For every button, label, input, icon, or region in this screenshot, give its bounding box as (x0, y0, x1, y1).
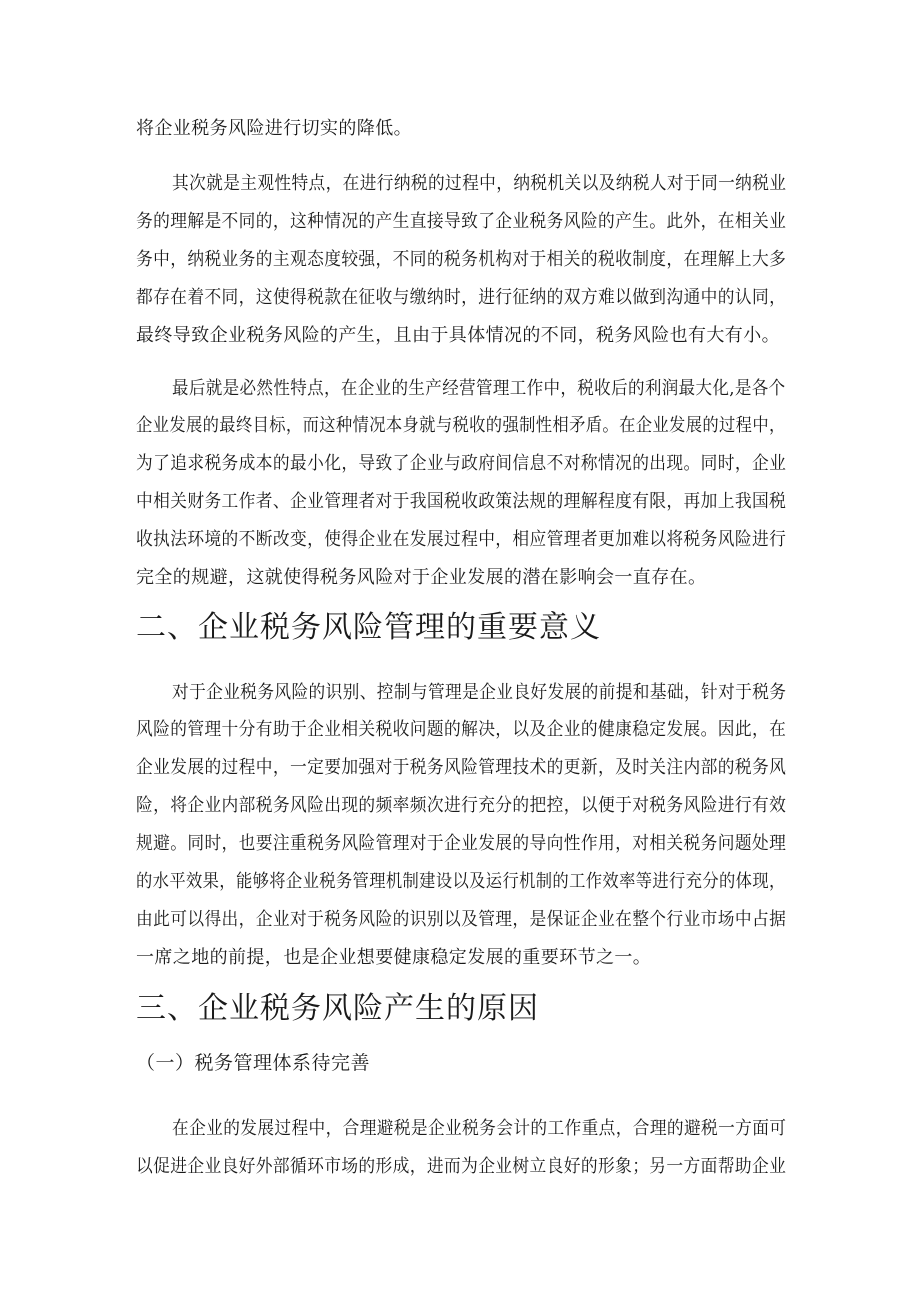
paragraph-3-line-7: 由此可以得出，企业对于税务风险的识别以及管理，是保证企业在整个行业市场中占据 (136, 909, 787, 930)
paragraph-3-line-8: 一席之地的前提，也是企业想要健康稳定发展的重要环节之一。 (136, 947, 652, 968)
paragraph-4-line-2: 以促进企业良好外部循环市场的形成，进而为企业树立良好的形象；另一方面帮助企业 (136, 1156, 787, 1177)
paragraph-1-line-1: 其次就是主观性特点，在进行纳税的过程中，纳税机关以及纳税人对于同一纳税业 (172, 173, 787, 194)
paragraph-3-line-2: 风险的管理十分有助于企业相关税收问题的解决，以及企业的健康稳定发展。因此，在 (136, 719, 787, 740)
subsection-heading-1: （一）税务管理体系待完善 (136, 1052, 371, 1074)
paragraph-1-line-5: 最终导致企业税务风险的产生，且由于具体情况的不同，税务风险也有大有小。 (136, 325, 780, 346)
paragraph-3-line-5: 规避。同时，也要注重税务风险管理对于企业发展的导向性作用，对相关税务问题处理 (136, 833, 787, 854)
paragraph-2-line-5: 收执法环境的不断改变，使得企业在发展过程中，相应管理者更加难以将税务风险进行 (136, 529, 787, 550)
paragraph-1-line-2: 务的理解是不同的，这种情况的产生直接导致了企业税务风险的产生。此外，在相关业 (136, 211, 787, 232)
paragraph-2-line-3: 为了追求税务成本的最小化，导致了企业与政府间信息不对称情况的出现。同时，企业 (136, 453, 787, 474)
paragraph-3-line-4: 险，将企业内部税务风险出现的频率频次进行充分的把控，以便于对税务风险进行有效 (136, 795, 787, 816)
section-heading-3: 三、企业税务风险产生的原因 (136, 991, 539, 1026)
section-heading-2: 二、企业税务风险管理的重要意义 (136, 610, 601, 645)
paragraph-1-line-3: 务中，纳税业务的主观态度较强，不同的税务机构对于相关的税收制度，在理解上大多 (136, 249, 787, 270)
paragraph-3-line-6: 的水平效果，能够将企业税务管理机制建设以及运行机制的工作效率等进行充分的体现， (136, 871, 786, 892)
paragraph-4-line-1: 在企业的发展过程中，合理避税是企业税务会计的工作重点，合理的避税一方面可 (172, 1118, 787, 1139)
paragraph-1-line-4: 都存在着不同，这使得税款在征收与缴纳时，进行征纳的双方难以做到沟通中的认同， (136, 287, 787, 308)
paragraph-0-line-1: 将企业税务风险进行切实的降低。 (136, 118, 412, 139)
paragraph-3-line-3: 企业发展的过程中，一定要加强对于税务风险管理技术的更新，及时关注内部的税务风 (136, 757, 787, 778)
paragraph-2-line-1: 最后就是必然性特点，在企业的生产经营管理工作中，税收后的利润最大化,是各个 (172, 378, 786, 399)
paragraph-2-line-2: 企业发展的最终目标，而这种情况本身就与税收的强制性相矛盾。在企业发展的过程中， (136, 415, 786, 436)
paragraph-2-line-6: 完全的规避，这就使得税务风险对于企业发展的潜在影响会一直存在。 (136, 567, 707, 588)
paragraph-2-line-4: 中相关财务工作者、企业管理者对于我国税收政策法规的理解程度有限，再加上我国税 (136, 491, 787, 512)
paragraph-3-line-1: 对于企业税务风险的识别、控制与管理是企业良好发展的前提和基础，针对于税务 (172, 682, 787, 703)
